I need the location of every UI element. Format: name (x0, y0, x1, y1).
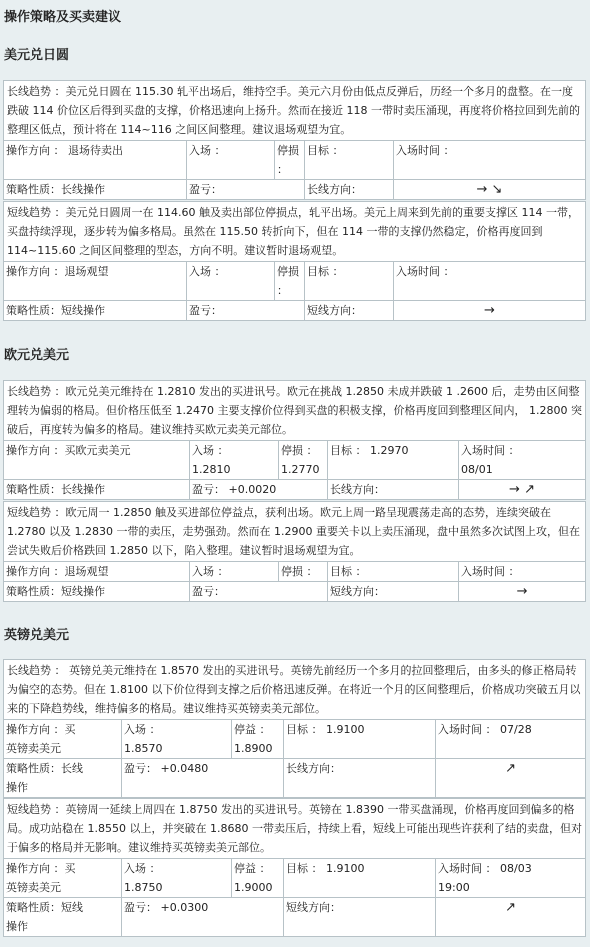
gbpusd-long-direction: 操作方向 ：买 (6, 723, 76, 736)
usdjpy-short-trend-dir: 短线方向： (305, 301, 394, 321)
gbpusd-short-trend: 短线趋势 ：英镑周一延续上周四在 1.8750 发出的买进讯号。英镑在 1.8390 一带买盘涌现，价格再度回到偏多的格局。成功站稳在 1.8550 以上，并突破在 1.8680 一带卖压后，持续上看，短线上可能出现些许获利了结的卖盘，但对于偏多的格局并无影响。建议维持买英镑卖美元部位。 (4, 799, 586, 859)
eurusd-long-entry-time-value: 08/01 (461, 463, 493, 476)
gbpusd-short-table (3, 798, 586, 937)
gbpusd-long-trend-dir: 长线方向： (284, 759, 436, 798)
usdjpy-long-table (3, 80, 586, 200)
gbpusd-long-nature-detail: 操作 (6, 781, 28, 794)
gbpusd-long-entry-value: 1.8570 (124, 742, 163, 755)
usdjpy-long-pnl: 盈亏： (187, 180, 305, 200)
gbpusd-short-entry-time: 入场时间 ： 08/03 (438, 862, 532, 875)
eurusd-long-arrow-icon: → ↗ (459, 480, 586, 500)
eurusd-short-trend-dir: 短线方向： (328, 582, 459, 602)
eurusd-long-entry: 入场 ： (192, 444, 229, 457)
gbpusd-long-stop-value: 1.8900 (234, 742, 273, 755)
eurusd-short-direction: 操作方向 ：退场观望 (4, 562, 190, 582)
eurusd-long-entry-cell (190, 441, 279, 480)
eurusd-short-nature: 策略性质：短线操作 (4, 582, 190, 602)
usdjpy-long-entry-time: 入场时间 ： (394, 141, 586, 180)
eurusd-long-stop-cell (279, 441, 328, 480)
eurusd-short-pnl: 盈亏： (190, 582, 328, 602)
gbpusd-short-nature-detail: 操作 (6, 920, 28, 933)
gbpusd-long-trend: 长线趋势 ： 英镑兑美元维持在 1.8570 发出的买进讯号。英镑先前经历一个多月的拉回整理后，由多头的修正格局转为偏空的态势。但在 1.8100 以下价位得到支撑之后价格迅速反弹。在将近一个月的区间整理后，价格成功突破五月以来的下降趋势线，维持偏多的格局。建议维持买英镑卖美元部位。 (4, 660, 586, 720)
gbpusd-short-target: 目标 ： 1.9100 (284, 859, 436, 898)
gbpusd-long-entry: 入场 ： (124, 723, 161, 736)
usdjpy-short-stop: 停损 ： (275, 262, 305, 301)
gbpusd-short-entry-value: 1.8750 (124, 881, 163, 894)
usdjpy-long-trend: 长线趋势 ：美元兑日圆在 115.30 轧平出场后，维持空手。美元六月份由低点反弹后，历经一个多月的盘整。在一度跌破 114 价位区后得到买盘的支撑，价格迅速向上扬升。然而在接近 118 一带时卖压涌现，再度将价格拉回到先前的整理区低点，预计将在 114~116 之间区间整理。建议退场观望为宜。 (4, 81, 586, 141)
gbpusd-short-entry-time-value: 19:00 (438, 881, 470, 894)
gbpusd-short-entry: 入场 ： (124, 862, 161, 875)
gbpusd-long-direction-cell (4, 720, 122, 759)
usdjpy-short-entry-time: 入场时间 ： (394, 262, 586, 301)
gbpusd-long-entry-cell (122, 720, 232, 759)
usdjpy-long-nature: 策略性质：长线操作 (4, 180, 187, 200)
eurusd-long-entry-time: 入场时间 ： (461, 444, 520, 457)
section-title-gbpusd: 英镑兑美元 (4, 628, 70, 643)
gbpusd-long-direction-detail: 英镑卖美元 (6, 742, 61, 755)
eurusd-short-target: 目标 ： (328, 562, 459, 582)
eurusd-long-table (3, 380, 586, 500)
gbpusd-short-entry-time-cell (436, 859, 586, 898)
gbpusd-long-entry-time: 入场时间 ： 07/28 (436, 720, 586, 759)
usdjpy-short-arrow-icon: → (394, 301, 586, 321)
gbpusd-short-nature: 策略性质：短线 (6, 901, 83, 914)
eurusd-short-stop: 停损 ： (279, 562, 328, 582)
gbpusd-long-stop-cell (232, 720, 284, 759)
gbpusd-long-nature: 策略性质：长线 (6, 762, 83, 775)
eurusd-long-direction: 操作方向 ：买欧元卖美元 (4, 441, 190, 480)
gbpusd-short-stop: 停益 ： (234, 862, 271, 875)
usdjpy-short-pnl: 盈亏： (187, 301, 305, 321)
page-title: 操作策略及买卖建议 (4, 10, 122, 25)
gbpusd-long-stop: 停益 ： (234, 723, 271, 736)
gbpusd-short-stop-cell (232, 859, 284, 898)
section-title-usdjpy: 美元兑日圆 (4, 48, 70, 63)
gbpusd-short-stop-value: 1.9000 (234, 881, 273, 894)
usdjpy-long-target: 目标 ： (305, 141, 394, 180)
eurusd-long-pnl: 盈亏： +0.0020 (190, 480, 328, 500)
usdjpy-long-direction: 操作方向 ： 退场待卖出 (4, 141, 187, 180)
usdjpy-short-direction: 操作方向 ：退场观望 (4, 262, 187, 301)
eurusd-long-stop: 停损 ： (281, 444, 318, 457)
gbpusd-short-direction: 操作方向 ：买 (6, 862, 76, 875)
gbpusd-short-trend-dir: 短线方向： (284, 898, 436, 937)
eurusd-short-table (3, 501, 586, 602)
eurusd-short-arrow-icon: → (459, 582, 586, 602)
usdjpy-long-arrow-icon: → ↘ (394, 180, 586, 200)
usdjpy-short-table (3, 201, 586, 321)
usdjpy-short-target: 目标 ： (305, 262, 394, 301)
eurusd-short-trend: 短线趋势 ：欧元周一 1.2850 触及买进部位停益点，获利出场。欧元上周一路呈现震荡走高的态势，连续突破在 1.2780 以及 1.2830 一带的卖压，走势强劲。然而在 1.2900 重要关卡以上卖压涌现，盘中虽然多次试图上攻，但在尝试失败后价格跌回 1.2850 以下，陷入整理。建议暂时退场观望为宜。 (4, 502, 586, 562)
eurusd-long-trend: 长线趋势 ：欧元兑美元维持在 1.2810 发出的买进讯号。欧元在挑战 1.2850 未成并跌破 1 .2600 后，走势由区间整理转为偏弱的格局。但价格压低至 1.2470 主要支撑价位得到买盘的积极支撑，价格再度回到整理区间内， 1.2800 突破后，再度转为偏多的格局。建议维持买欧元卖美元部位。 (4, 381, 586, 441)
gbpusd-long-table (3, 659, 586, 798)
eurusd-long-entry-time-cell (459, 441, 586, 480)
usdjpy-short-nature: 策略性质：短线操作 (4, 301, 187, 321)
gbpusd-long-arrow-icon: ↗ (436, 759, 586, 798)
gbpusd-long-pnl: 盈亏： +0.0480 (122, 759, 284, 798)
gbpusd-short-direction-cell (4, 859, 122, 898)
gbpusd-long-nature-cell (4, 759, 122, 798)
section-title-eurusd: 欧元兑美元 (4, 348, 70, 363)
eurusd-long-entry-value: 1.2810 (192, 463, 231, 476)
eurusd-short-entry-time: 入场时间 ： (459, 562, 586, 582)
gbpusd-short-pnl: 盈亏： +0.0300 (122, 898, 284, 937)
gbpusd-short-direction-detail: 英镑卖美元 (6, 881, 61, 894)
eurusd-long-stop-value: 1.2770 (281, 463, 320, 476)
gbpusd-short-nature-cell (4, 898, 122, 937)
usdjpy-long-entry: 入场 ： (187, 141, 275, 180)
eurusd-long-nature: 策略性质：长线操作 (4, 480, 190, 500)
gbpusd-short-entry-cell (122, 859, 232, 898)
eurusd-long-target: 目标 ： 1.2970 (328, 441, 459, 480)
usdjpy-long-trend-dir: 长线方向： (305, 180, 394, 200)
gbpusd-short-arrow-icon: ↗ (436, 898, 586, 937)
eurusd-short-entry: 入场 ： (190, 562, 279, 582)
gbpusd-long-target: 目标 ： 1.9100 (284, 720, 436, 759)
usdjpy-short-entry: 入场 ： (187, 262, 275, 301)
usdjpy-long-stop: 停损 ： (275, 141, 305, 180)
eurusd-long-trend-dir: 长线方向： (328, 480, 459, 500)
usdjpy-short-trend: 短线趋势 ：美元兑日圆周一在 114.60 触及卖出部位停损点，轧平出场。美元上周来到先前的重要支撑区 114 一带，买盘持续浮现，逐步转为偏多格局。虽然在 115.50 转折向下，但在 114 一带的支撑仍然稳定，价格再度回到 114~115.60 之间区间整理的型态，方向不明。建议暂时退场观望。 (4, 202, 586, 262)
